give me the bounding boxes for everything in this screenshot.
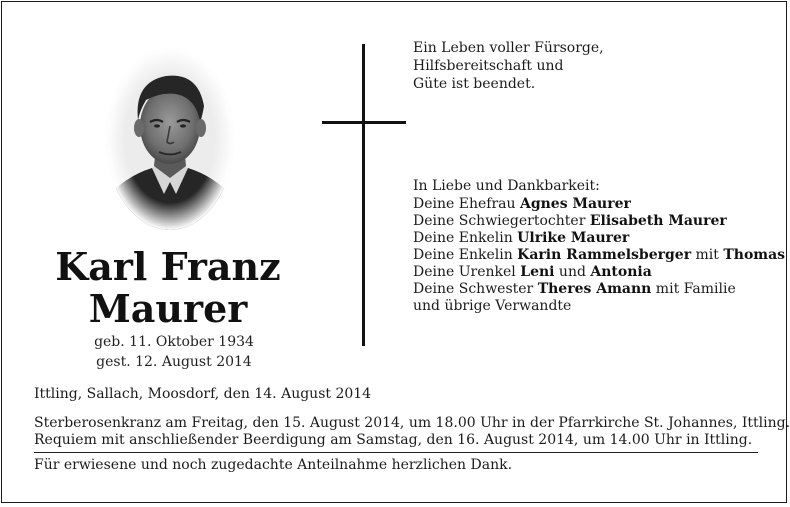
motto-line-3: Güte ist beendet. [413,76,536,92]
death-date: gest. 12. August 2014 [96,354,252,370]
mourner-line: Deine Urenkel Leni und Antonia [413,264,652,280]
portrait-illustration [106,48,234,230]
birth-date: geb. 11. Oktober 1934 [94,334,254,350]
cross-icon [362,44,365,346]
motto-line-1: Ein Leben voller Fürsorge, [413,40,604,56]
mourner-line: Deine Enkelin Karin Rammelsberger mit Thomas [413,247,786,263]
divider [34,452,758,453]
mourner-line: Deine Schwester Theres Amann mit Familie [413,281,736,297]
place-date: Ittling, Sallach, Moosdorf, den 14. August 2014 [34,386,372,402]
deceased-name-last: Maurer [88,286,248,331]
mourner-line: Deine Schwiegertochter Elisabeth Maurer [413,213,727,229]
thanks-line: Für erwiesene und noch zugedachte Anteilnahme herzlichen Dank. [34,457,513,473]
service-rosary: Sterberosenkranz am Freitag, den 15. August 2014, um 18.00 Uhr in der Pfarrkirche St. Johannes, Ittling. [34,415,790,431]
deceased-name-first: Karl Franz [55,244,281,289]
portrait-photo [106,48,234,230]
mourner-line: Deine Enkelin Ulrike Maurer [413,230,630,246]
obituary-notice [1,1,790,503]
mourners-intro: In Liebe und Dankbarkeit: [413,178,600,194]
mourner-line: und übrige Verwandte [413,298,572,314]
service-requiem: Requiem mit anschließender Beerdigung am Samstag, den 16. August 2014, um 14.00 Uhr in Ittling. [34,432,753,448]
motto-line-2: Hilfsbereitschaft und [413,58,564,74]
mourner-line: Deine Ehefrau Agnes Maurer [413,196,631,212]
cross-bar [322,121,406,124]
